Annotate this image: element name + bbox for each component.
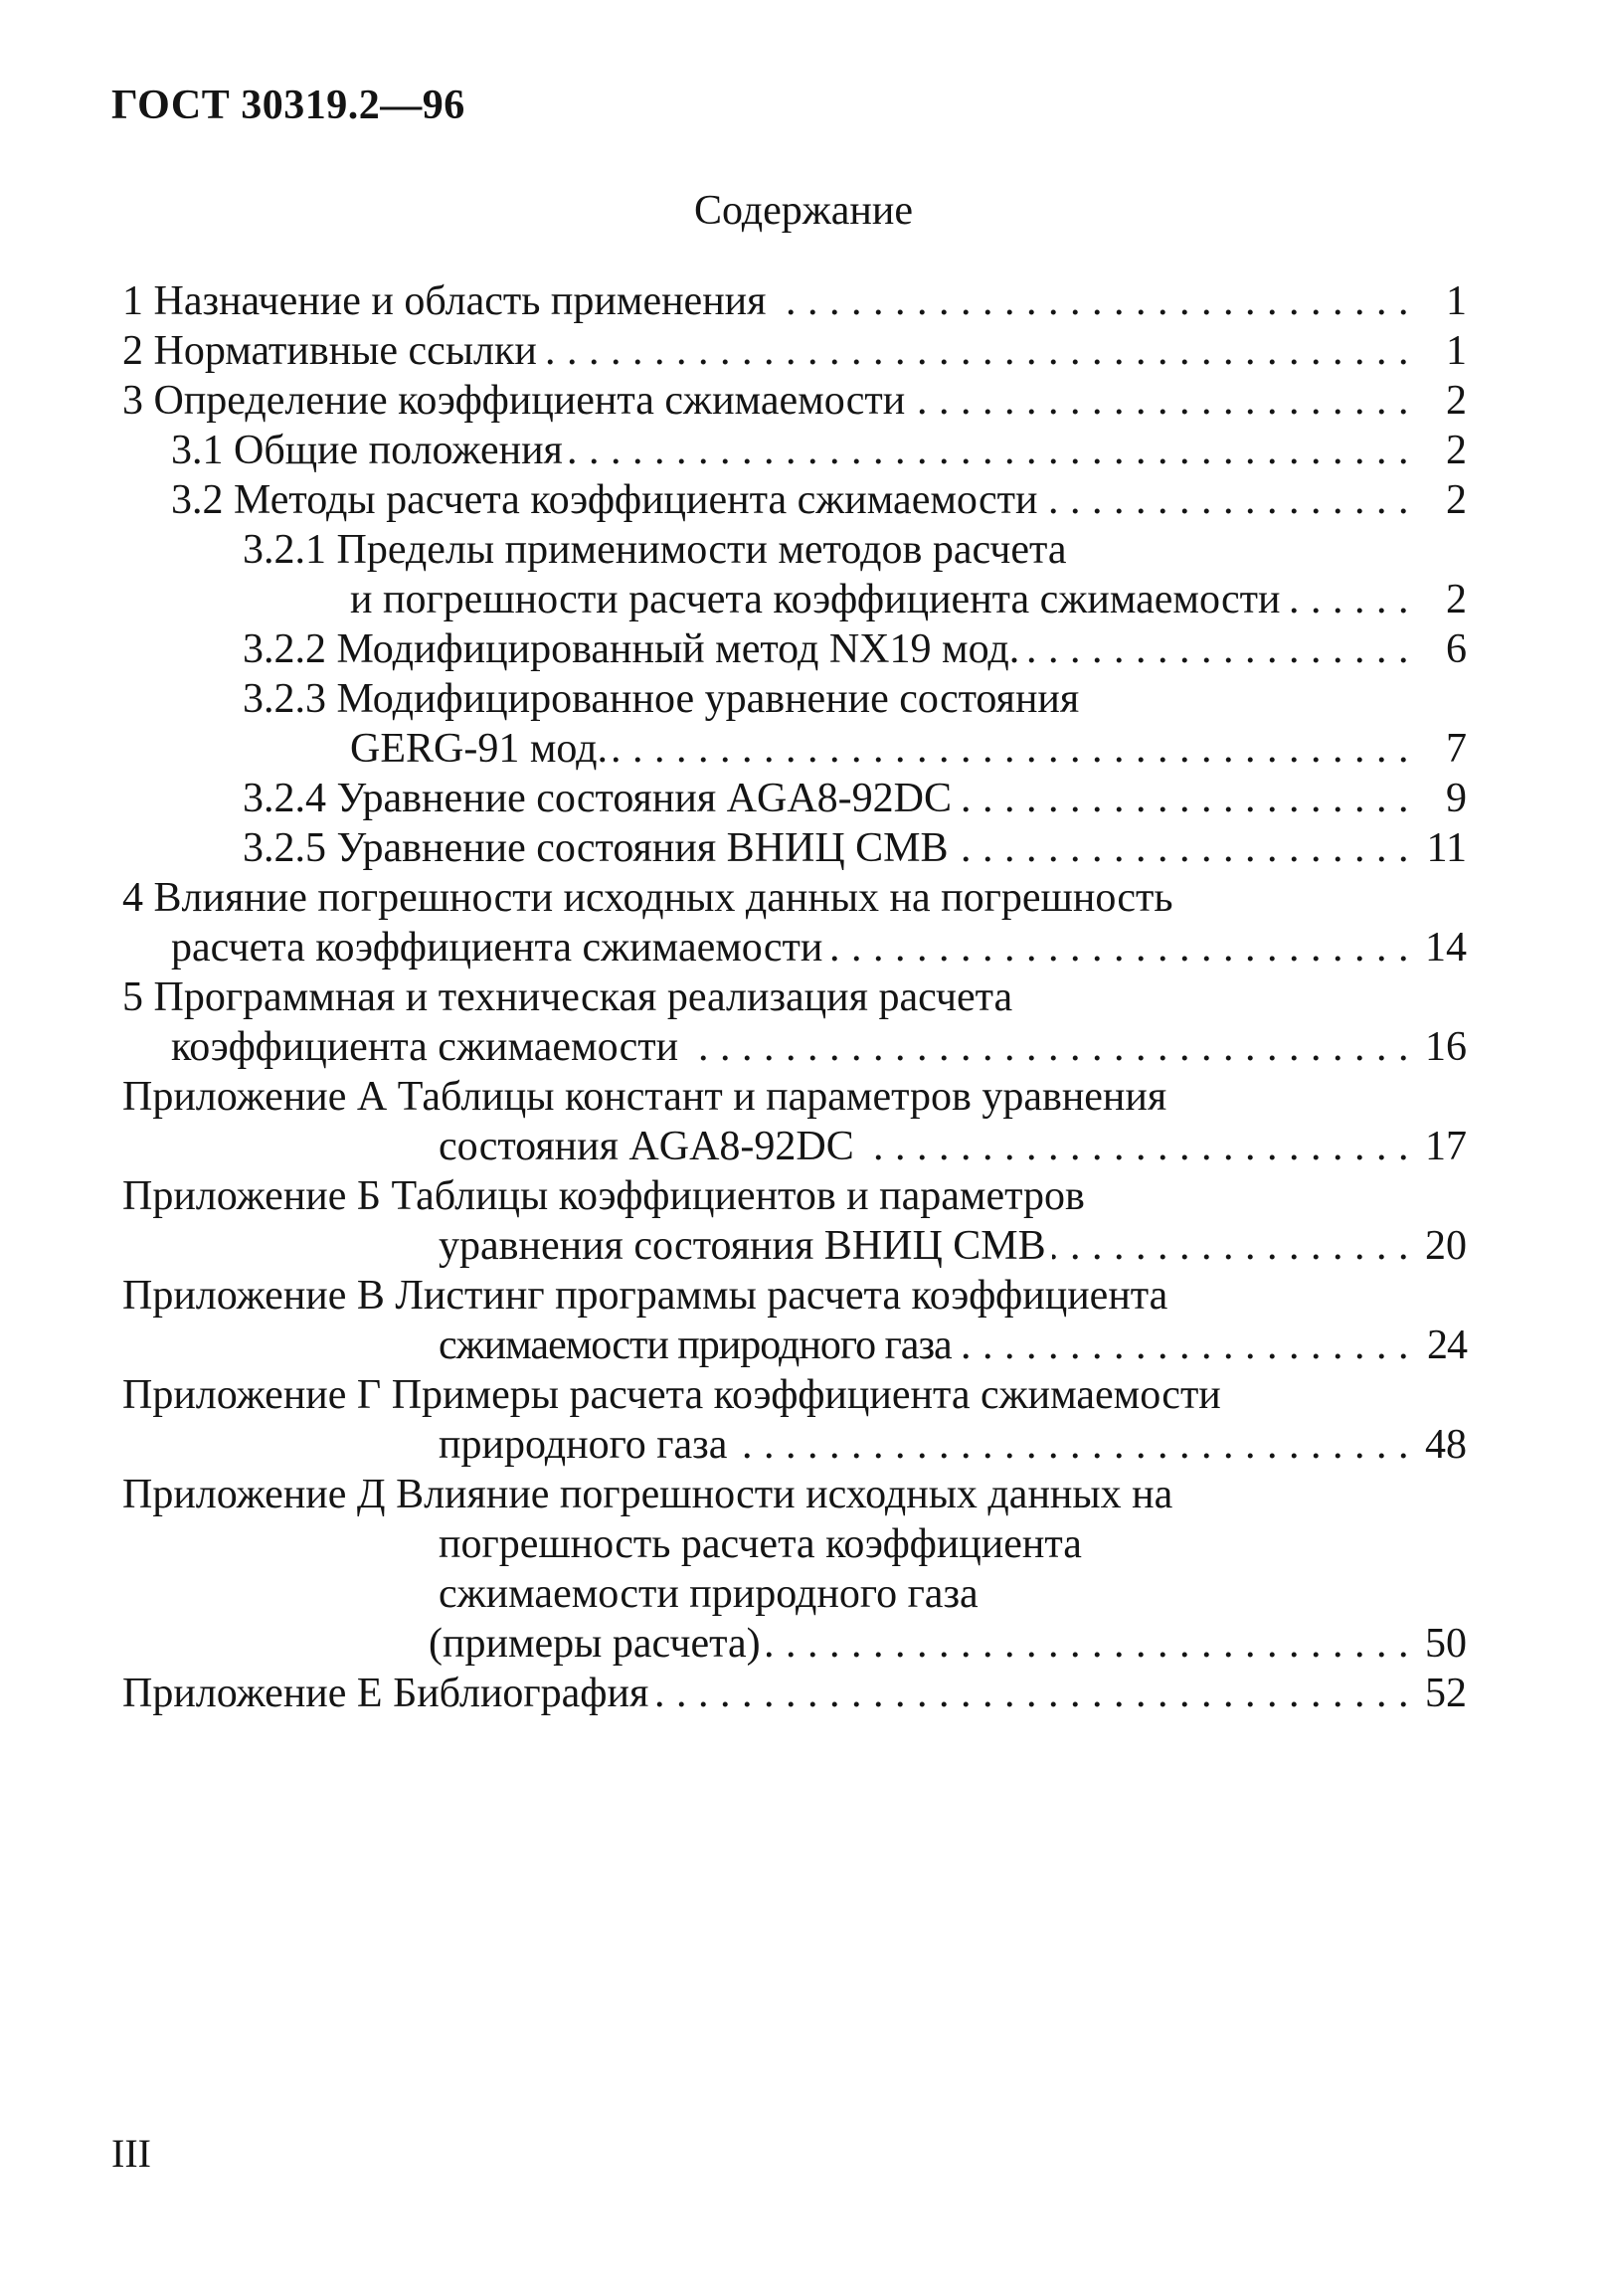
toc-entry-title: 3.2 Методы расчета коэффициента сжимаемости [171, 477, 1038, 523]
toc-entry-title-line: 5 Программная и техническая реализация расчета [122, 974, 1013, 1020]
toc-page-number: 11 [1426, 825, 1467, 871]
toc-entry[interactable] [429, 1619, 1467, 1669]
toc-entry[interactable] [439, 1420, 1467, 1470]
toc-entry[interactable] [439, 1321, 1467, 1370]
toc-page-number: 50 [1425, 1621, 1467, 1667]
toc-leader-dots [1043, 475, 1409, 525]
toc-leader-dots [654, 1669, 1409, 1718]
toc-leader-dots [543, 326, 1409, 376]
toc-entry-title: уравнения состояния ВНИЦ СМВ [439, 1223, 1046, 1269]
toc-leader-dots [1025, 624, 1409, 674]
toc-page-number: 16 [1425, 1024, 1467, 1070]
toc-page-number: 1 [1446, 278, 1467, 324]
toc-leader-dots [955, 823, 1409, 873]
toc-entry-title-line: Приложение Д Влияние погрешности исходных данных на [122, 1472, 1173, 1517]
toc-entry-title: 3 Определение коэффициента сжимаемости [122, 378, 906, 424]
toc-leader-dots [684, 1022, 1409, 1072]
page-number: III [111, 2131, 151, 2176]
toc-entry[interactable] [171, 1022, 1467, 1072]
toc-entry-title: (примеры расчета) [429, 1621, 761, 1667]
toc-leader-dots [828, 923, 1409, 972]
toc-page-number: 2 [1446, 428, 1467, 473]
toc-entry-title-line: Приложение Б Таблицы коэффициентов и параметров [122, 1173, 1085, 1219]
toc-entry[interactable] [122, 276, 1467, 326]
toc-entry-title-line: сжимаемости природного газа [439, 1571, 979, 1617]
toc-entry-title-line: 3.2.1 Пределы применимости методов расчета [243, 527, 1067, 573]
toc-entry-title: 3.2.5 Уравнение состояния ВНИЦ СМВ [243, 825, 949, 871]
toc-page-number: 9 [1446, 776, 1467, 821]
toc-entry[interactable] [122, 1669, 1467, 1718]
toc-page-number: 7 [1446, 726, 1467, 772]
toc-entry[interactable] [243, 624, 1467, 674]
toc-entry[interactable] [171, 923, 1467, 972]
toc-leader-dots [733, 1420, 1409, 1470]
toc-entry[interactable] [243, 774, 1467, 823]
toc-page-number: 20 [1425, 1223, 1467, 1269]
toc-entry[interactable] [243, 823, 1467, 873]
toc-entry-title: 3.2.4 Уравнение состояния AGA8-92DC [243, 776, 952, 821]
toc-page-number: 52 [1425, 1671, 1467, 1716]
toc-entry-title-line: Приложение В Листинг программы расчета коэффициента [122, 1273, 1168, 1319]
toc-leader-dots [569, 426, 1409, 475]
toc-entry[interactable] [171, 426, 1467, 475]
toc-page-number: 2 [1446, 577, 1467, 622]
toc-page-number: 2 [1446, 477, 1467, 523]
toc-entry-title: и погрешности расчета коэффициента сжимаемости [350, 577, 1281, 622]
toc-leader-dots [614, 724, 1409, 774]
toc-title: Содержание [693, 188, 914, 234]
toc-entry-title-line: погрешность расчета коэффициента [439, 1521, 1082, 1567]
toc-entry[interactable] [439, 1221, 1467, 1271]
toc-entry-title: природного газа [439, 1422, 728, 1468]
document-code: ГОСТ 30319.2—96 [111, 83, 465, 128]
toc-leader-dots [1052, 1221, 1409, 1271]
toc-leader-dots [911, 376, 1409, 426]
toc-entry-title: состояния AGA8-92DC [439, 1124, 854, 1169]
toc-leader-dots [767, 1619, 1409, 1669]
toc-page-number: 48 [1425, 1422, 1467, 1468]
toc-entry[interactable] [122, 326, 1467, 376]
toc-entry-title-line: Приложение Г Примеры расчета коэффициента сжимаемости [122, 1372, 1221, 1418]
toc-page-number: 2 [1446, 378, 1467, 424]
toc-page-number: 17 [1425, 1124, 1467, 1169]
toc-entry-title: 1 Назначение и область применения [122, 278, 767, 324]
toc-entry-title: 3.2.2 Модифицированный метод NX19 мод. [243, 626, 1020, 672]
toc-entry[interactable] [439, 1122, 1467, 1171]
toc-leader-dots [958, 774, 1409, 823]
toc-leader-dots [958, 1321, 1409, 1370]
toc-entry-title: GERG-91 мод. [350, 726, 609, 772]
toc-entry[interactable] [171, 475, 1467, 525]
toc-entry-title-line: 4 Влияние погрешности исходных данных на погрешность [122, 875, 1173, 921]
toc-leader-dots [772, 276, 1409, 326]
toc-entry-title: сжимаемости природного газа [439, 1323, 952, 1368]
toc-entry-title: расчета коэффициента сжимаемости [171, 925, 823, 971]
toc-leader-dots [860, 1122, 1409, 1171]
toc-entry-title: 2 Нормативные ссылки [122, 328, 537, 374]
toc-entry[interactable] [350, 724, 1467, 774]
toc-entry-title-line: Приложение А Таблицы констант и параметров уравнения [122, 1074, 1167, 1120]
toc-page-number: 1 [1446, 328, 1467, 374]
toc-entry-title: коэффициента сжимаемости [171, 1024, 679, 1070]
toc-entry[interactable] [122, 376, 1467, 426]
toc-leader-dots [1286, 575, 1409, 624]
toc-entry[interactable] [350, 575, 1467, 624]
toc-entry-title: Приложение Е Библиография [122, 1671, 649, 1716]
toc-entry-title-line: 3.2.3 Модифицированное уравнение состояния [243, 676, 1080, 722]
toc-page-number: 6 [1446, 626, 1467, 672]
toc-entry-title: 3.1 Общие положения [171, 428, 563, 473]
toc-page-number: 14 [1425, 925, 1467, 971]
toc-page-number: 24 [1427, 1323, 1467, 1368]
